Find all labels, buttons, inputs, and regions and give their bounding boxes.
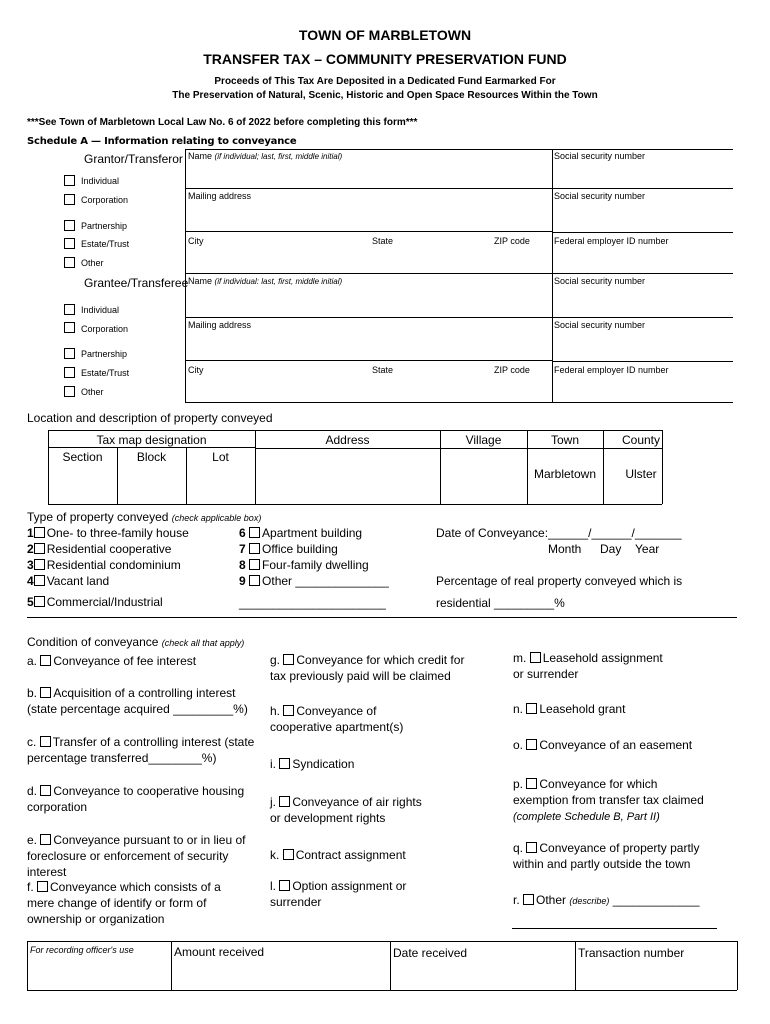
property-type-3[interactable] (27, 558, 181, 572)
date-day-label: Day (600, 542, 622, 556)
property-type-7-num: 7 (239, 542, 246, 556)
condition-h-letter: h. (270, 704, 281, 718)
lot-input[interactable] (187, 465, 254, 503)
condition-d-letter: d. (27, 784, 38, 798)
condition-heading (27, 635, 244, 649)
property-type-6-num: 6 (239, 526, 246, 540)
property-type-7-label: Office building (262, 542, 338, 556)
transaction-number-field[interactable]: Transaction number (578, 946, 685, 960)
condition-a-text: Conveyance of fee interest (53, 654, 197, 668)
condition-r-letter: r. (513, 893, 520, 907)
village-header: Village (465, 433, 502, 447)
grantor-partnership-label: Partnership (81, 221, 128, 231)
grantee-name-field[interactable] (188, 276, 342, 286)
condition-k-text: Contract assignment (295, 848, 406, 862)
condition-m-text: Leasehold assignment (542, 651, 663, 665)
grantee-label: Grantee/Transferee (84, 276, 189, 290)
grantee-other-checkbox[interactable] (64, 386, 75, 397)
grantee-individual-label: Individual (81, 305, 120, 315)
property-type-blank-line[interactable]: ______________________ (239, 596, 386, 610)
grantee-corporation-checkbox[interactable] (64, 322, 75, 333)
address-header: Address (325, 433, 370, 447)
village-input[interactable] (441, 449, 526, 503)
grantor-other-label: Other (81, 258, 104, 268)
condition-o[interactable] (513, 737, 743, 753)
property-type-3-checkbox[interactable] (34, 559, 45, 570)
section-input[interactable] (49, 465, 116, 503)
property-type-1-label: One- to three-family house (46, 526, 189, 540)
property-type-2-label: Residential cooperative (46, 542, 172, 556)
condition-e-text-2: foreclosure or enforcement of security interest (27, 849, 229, 879)
condition-i-text: Syndication (292, 757, 355, 771)
grantor-individual-checkbox[interactable] (64, 175, 75, 186)
grantor-estate-label: Estate/Trust (81, 239, 130, 249)
grantor-name-field[interactable] (188, 151, 342, 161)
grantee-mailing-field[interactable]: Mailing address (188, 320, 252, 330)
condition-e-letter: e. (27, 833, 38, 847)
lot-header: Lot (212, 450, 229, 464)
condition-j-text: Conveyance of air rights (292, 795, 422, 809)
condition-r-second-line[interactable] (512, 928, 717, 929)
condition-n-text: Leasehold grant (539, 702, 626, 716)
grantor-ssn-field-1[interactable]: Social security number (554, 151, 646, 161)
property-type-3-label: Residential condominium (46, 558, 181, 572)
condition-j-text-2: or development rights (270, 811, 386, 825)
condition-a[interactable] (27, 653, 257, 669)
condition-q-letter: q. (513, 841, 524, 855)
condition-f-text-2: mere change of identify or form of (27, 896, 207, 910)
property-type-6-label: Apartment building (262, 526, 363, 540)
property-type-9-label: Other ______________ (262, 574, 389, 588)
condition-n-checkbox[interactable] (526, 703, 537, 714)
grantee-city-field[interactable]: City (188, 365, 204, 375)
condition-p-text: Conveyance for which (539, 777, 658, 791)
property-type-hint: (check applicable box) (171, 513, 262, 523)
condition-b-text: Acquisition of a controlling interest (53, 686, 236, 700)
condition-b-text-2: (state percentage acquired _________%) (27, 702, 248, 716)
condition-p-letter: p. (513, 777, 524, 791)
block-header: Block (136, 450, 167, 464)
property-type-7[interactable] (239, 542, 338, 556)
grantee-name-hint: (if individual: last, first, middle initial) (214, 277, 343, 286)
property-type-2[interactable] (27, 542, 171, 556)
property-type-1[interactable] (27, 526, 189, 540)
fund-note-line-1: Proceeds of This Tax Are Deposited in a Dedicated Fund Earmarked For (214, 76, 556, 87)
property-type-4-label: Vacant land (46, 574, 110, 588)
condition-d-text: Conveyance to cooperative housing (53, 784, 245, 798)
condition-g-letter: g. (270, 653, 281, 667)
condition-p-checkbox[interactable] (526, 778, 537, 789)
property-type-1-checkbox[interactable] (34, 527, 45, 538)
grantee-zip-field[interactable]: ZIP code (494, 365, 530, 375)
condition-k[interactable] (270, 847, 495, 863)
condition-c-letter: c. (27, 735, 37, 749)
town-header: Town (550, 433, 579, 447)
condition-f-text-3: ownership or organization (27, 912, 165, 926)
condition-q[interactable] (513, 840, 743, 872)
condition-f-text: Conveyance which consists of a (50, 880, 221, 894)
grantor-fein-field[interactable]: Federal employer ID number (554, 236, 669, 246)
tax-map-header: Tax map designation (96, 433, 207, 447)
grantee-state-field[interactable]: State (372, 365, 394, 375)
condition-j-checkbox[interactable] (279, 796, 290, 807)
grantee-fein-field[interactable]: Federal employer ID number (554, 365, 669, 375)
condition-l-text-2: surrender (270, 895, 322, 909)
condition-f[interactable] (27, 879, 262, 927)
condition-h-text: Conveyance of (296, 704, 377, 718)
county-header: County (621, 433, 661, 447)
property-type-2-checkbox[interactable] (34, 543, 45, 554)
condition-h[interactable] (270, 703, 495, 735)
grantee-estate-label: Estate/Trust (81, 368, 130, 378)
grantee-estate-checkbox[interactable] (64, 367, 75, 378)
condition-i[interactable] (270, 756, 495, 772)
condition-q-text-2: within and partly outside the town (513, 857, 691, 871)
grantor-other-checkbox[interactable] (64, 257, 75, 268)
grantor-name-hint: (if individual; last, first, middle initial) (214, 152, 343, 161)
condition-o-text: Conveyance of an easement (539, 738, 693, 752)
condition-e-text: Conveyance pursuant to or in lieu of (53, 833, 246, 847)
grantee-ssn-field-2[interactable]: Social security number (554, 320, 646, 330)
condition-p-text-3: (complete Schedule B, Part II) (513, 811, 660, 823)
condition-c[interactable] (27, 734, 262, 766)
fund-note-line-2: The Preservation of Natural, Scenic, Historic and Open Space Resources Within the Town (172, 90, 598, 101)
condition-o-letter: o. (513, 738, 524, 752)
property-type-5[interactable] (27, 595, 163, 609)
property-type-5-label: Commercial/Industrial (46, 595, 163, 609)
property-type-title: Type of property conveyed (27, 510, 169, 524)
condition-n-letter: n. (513, 702, 524, 716)
property-type-5-num: 5 (27, 595, 34, 609)
residential-percentage-label: Percentage of real property conveyed which is (436, 574, 683, 588)
grantee-partnership-label: Partnership (81, 349, 128, 359)
condition-r-hint: (describe) (569, 896, 610, 906)
date-year-label: Year (635, 542, 660, 556)
property-type-heading (27, 510, 261, 524)
grantor-mailing-field[interactable]: Mailing address (188, 191, 252, 201)
grantor-individual-label: Individual (81, 176, 120, 186)
condition-d[interactable] (27, 783, 262, 815)
condition-r[interactable] (513, 892, 743, 909)
date-of-conveyance-field[interactable]: Date of Conveyance:______/______/_______ (436, 526, 682, 540)
schedule-a-heading: Schedule A — Information relating to conveyance (27, 136, 297, 147)
property-type-9-checkbox[interactable] (249, 575, 260, 586)
condition-c-text-2: percentage transferred________%) (27, 751, 217, 765)
condition-m-letter: m. (513, 651, 527, 665)
town-value: Marbletown (533, 467, 597, 481)
condition-p[interactable] (513, 776, 743, 825)
grantor-partnership-checkbox[interactable] (64, 220, 75, 231)
condition-r-blank[interactable]: _____________ (612, 893, 700, 907)
property-type-9[interactable] (239, 574, 389, 588)
property-type-3-num: 3 (27, 558, 34, 572)
condition-g[interactable] (270, 652, 495, 684)
grantee-corporation-label: Corporation (81, 324, 129, 334)
grantor-corporation-checkbox[interactable] (64, 194, 75, 205)
location-heading: Location and description of property conveyed (27, 411, 273, 425)
condition-i-checkbox[interactable] (279, 758, 290, 769)
property-type-6[interactable] (239, 526, 362, 540)
condition-g-checkbox[interactable] (283, 654, 294, 665)
form-subtitle: TRANSFER TAX – COMMUNITY PRESERVATION FUND (203, 51, 567, 67)
section-divider (27, 617, 737, 618)
grantee-name-label: Name (188, 276, 213, 286)
county-value: Ulster (625, 467, 657, 481)
condition-r-text: Other (536, 893, 567, 907)
condition-q-checkbox[interactable] (526, 842, 537, 853)
condition-j[interactable] (270, 794, 495, 826)
condition-g-text-2: tax previously paid will be claimed (270, 669, 451, 683)
section-header: Section (62, 450, 103, 464)
residential-percentage-field[interactable]: residential _________% (436, 596, 565, 610)
property-type-9-num: 9 (239, 574, 246, 588)
condition-d-checkbox[interactable] (40, 785, 51, 796)
form-title: TOWN OF MARBLETOWN (298, 27, 472, 43)
grantor-label: Grantor/Transferor (84, 152, 183, 166)
condition-f-letter: f. (27, 880, 34, 894)
condition-k-letter: k. (270, 848, 280, 862)
condition-e-checkbox[interactable] (40, 834, 51, 845)
property-type-8[interactable] (239, 558, 369, 572)
property-type-4-checkbox[interactable] (34, 575, 45, 586)
grantee-other-label: Other (81, 387, 104, 397)
condition-d-text-2: corporation (27, 800, 88, 814)
grantor-state-field[interactable]: State (372, 236, 394, 246)
condition-g-text: Conveyance for which credit for (296, 653, 465, 667)
grantor-estate-checkbox[interactable] (64, 238, 75, 249)
condition-j-letter: j. (270, 795, 276, 809)
condition-l-letter: l. (270, 879, 276, 893)
property-type-8-label: Four-family dwelling (262, 558, 369, 572)
grantor-name-label: Name (188, 151, 213, 161)
condition-l-checkbox[interactable] (279, 880, 290, 891)
condition-c-text: Transfer of a controlling interest (state (52, 735, 255, 749)
condition-k-checkbox[interactable] (283, 849, 294, 860)
recording-officer-label: For recording officer's use (30, 945, 134, 955)
condition-e[interactable] (27, 832, 262, 880)
date-received-field[interactable]: Date received (393, 946, 468, 960)
property-type-5-checkbox[interactable] (34, 596, 45, 607)
condition-h-checkbox[interactable] (283, 705, 294, 716)
grantee-individual-checkbox[interactable] (64, 304, 75, 315)
condition-q-text: Conveyance of property partly (539, 841, 700, 855)
date-month-label: Month (548, 542, 582, 556)
condition-title: Condition of conveyance (27, 635, 159, 649)
condition-h-text-2: cooperative apartment(s) (270, 720, 404, 734)
property-type-7-checkbox[interactable] (249, 543, 260, 554)
condition-n[interactable] (513, 701, 743, 717)
condition-b-checkbox[interactable] (40, 687, 51, 698)
condition-f-checkbox[interactable] (37, 881, 48, 892)
property-type-1-num: 1 (27, 526, 34, 540)
condition-a-checkbox[interactable] (40, 655, 51, 666)
grantee-ssn-field-1[interactable]: Social security number (554, 276, 646, 286)
grantor-zip-field[interactable]: ZIP code (494, 236, 530, 246)
condition-m-text-2: or surrender (513, 667, 579, 681)
condition-l[interactable] (270, 878, 495, 910)
condition-b-letter: b. (27, 686, 38, 700)
condition-r-checkbox[interactable] (523, 894, 534, 905)
condition-o-checkbox[interactable] (526, 739, 537, 750)
condition-hint: (check all that apply) (161, 638, 245, 648)
condition-c-checkbox[interactable] (40, 736, 51, 747)
amount-received-field[interactable]: Amount received (174, 945, 265, 959)
condition-m[interactable] (513, 650, 743, 682)
grantor-corporation-label: Corporation (81, 195, 129, 205)
condition-i-letter: i. (270, 757, 276, 771)
local-law-note: ***See Town of Marbletown Local Law No. 6 of 2022 before completing this form*** (27, 117, 418, 128)
condition-p-text-2: exemption from transfer tax claimed (513, 793, 704, 807)
property-type-4[interactable] (27, 574, 109, 588)
property-type-8-num: 8 (239, 558, 246, 572)
grantee-partnership-checkbox[interactable] (64, 348, 75, 359)
grantor-city-field[interactable]: City (188, 236, 204, 246)
property-type-2-num: 2 (27, 542, 34, 556)
condition-b[interactable] (27, 685, 257, 717)
condition-a-letter: a. (27, 654, 38, 668)
property-type-6-checkbox[interactable] (249, 527, 260, 538)
grantor-ssn-field-2[interactable]: Social security number (554, 191, 646, 201)
property-type-8-checkbox[interactable] (249, 559, 260, 570)
condition-l-text: Option assignment or (292, 879, 407, 893)
address-input[interactable] (256, 449, 439, 503)
condition-m-checkbox[interactable] (530, 652, 541, 663)
property-type-4-num: 4 (27, 574, 34, 588)
block-input[interactable] (118, 465, 185, 503)
